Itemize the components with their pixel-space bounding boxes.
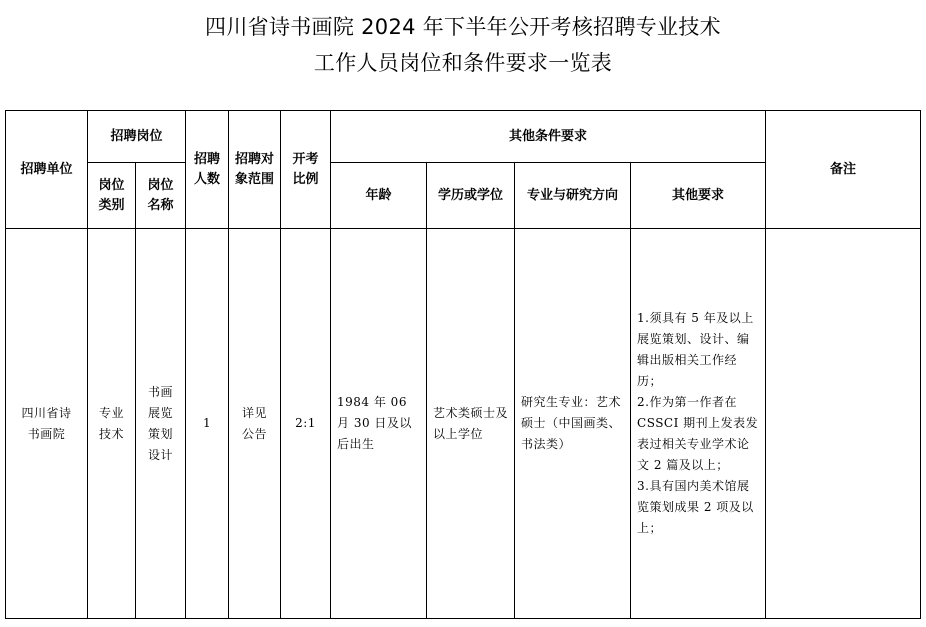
header-age: 年龄 bbox=[331, 163, 427, 229]
cell-post-name: 书画展览策划设计 bbox=[136, 229, 186, 619]
header-other-conditions: 其他条件要求 bbox=[331, 111, 766, 163]
header-unit: 招聘单位 bbox=[6, 111, 88, 229]
cell-remark bbox=[766, 229, 921, 619]
header-post-group: 招聘岗位 bbox=[88, 111, 186, 163]
header-post-type: 岗位类别 bbox=[88, 163, 136, 229]
header-education: 学历或学位 bbox=[427, 163, 515, 229]
cell-scope: 详见公告 bbox=[229, 229, 281, 619]
cell-age: 1984 年 06 月 30 日及以后出生 bbox=[331, 229, 427, 619]
header-other-req: 其他要求 bbox=[631, 163, 766, 229]
page-title-line-2: 工作人员岗位和条件要求一览表 bbox=[313, 51, 613, 75]
header-ratio: 开考比例 bbox=[281, 111, 331, 229]
header-post-name: 岗位名称 bbox=[136, 163, 186, 229]
requirement-item: 2.作为第一作者在 CSSCI 期刊上发表发表过相关专业学术论文 2 篇及以上； bbox=[637, 395, 759, 472]
cell-major: 研究生专业：艺术硕士（中国画类、书法类） bbox=[515, 229, 631, 619]
requirement-item: 3.具有国内美术馆展览策划成果 2 项及以上； bbox=[637, 479, 754, 535]
header-scope: 招聘对象范围 bbox=[229, 111, 281, 229]
cell-post-type: 专业技术 bbox=[88, 229, 136, 619]
table-row bbox=[6, 229, 921, 619]
requirement-item: 1.须具有 5 年及以上展览策划、设计、编辑出版相关工作经历； bbox=[637, 311, 754, 388]
header-major: 专业与研究方向 bbox=[515, 163, 631, 229]
recruitment-table bbox=[5, 110, 921, 619]
cell-other-req bbox=[631, 229, 766, 619]
header-count: 招聘人数 bbox=[186, 111, 229, 229]
cell-count: 1 bbox=[186, 229, 229, 619]
cell-ratio: 2:1 bbox=[281, 229, 331, 619]
cell-unit: 四川省诗书画院 bbox=[6, 229, 88, 619]
cell-education: 艺术类硕士及以上学位 bbox=[427, 229, 515, 619]
header-remark: 备注 bbox=[766, 111, 921, 229]
page-title-line-1: 四川省诗书画院 2024 年下半年公开考核招聘专业技术 bbox=[205, 15, 721, 39]
